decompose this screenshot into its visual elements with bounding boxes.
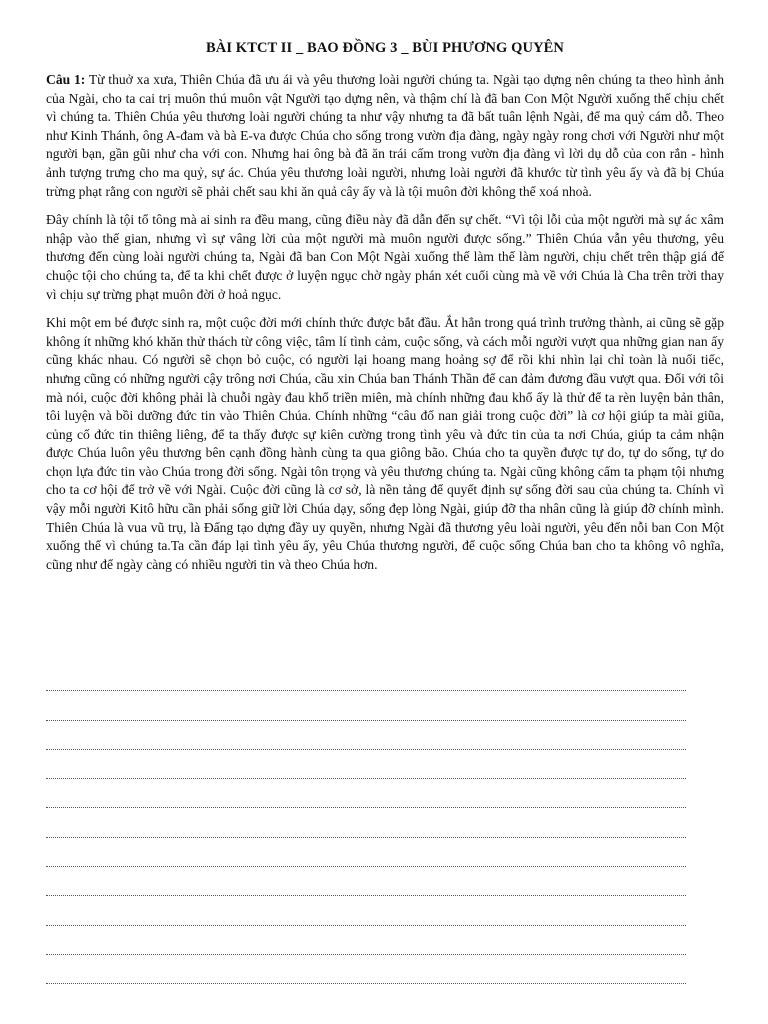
- answer-line: [46, 896, 686, 925]
- answer-line: [46, 867, 686, 896]
- answer-line: [46, 926, 686, 955]
- answer-line: [46, 662, 686, 691]
- paragraph-3: Khi một em bé được sinh ra, một cuộc đời mới chính thức được bắt đầu. Ắt hẳn trong quá trình trưởng thành, ai cũng sẽ gặp không ít những khó khăn thử thách từ công việc, tâm lí tình cảm, cuộc sống, và cách mỗi người vượt qua những gian nan ấy cũng khác nhau. Có người sẽ chọn bỏ cuộc, có người lại hoang mang hoảng sợ để rồi khi nhìn lại chỉ toàn là nuối tiếc, nhưng cũng có những người cậy trông nơi Chúa, cầu xin Chúa ban Thánh Thần để can đảm đương đầu vượt qua. Đối với tôi mà nói, cuộc đời không phải là chuỗi ngày đau khổ triền miên, mà chính những đau khổ ấy là thử để ta rèn luyện bản thân, tôi luyện và bồi dưỡng đức tin vào Thiên Chúa. Chính những “câu đố nan giải trong cuộc đời” là cơ hội giúp ta mài giũa, củng cố đức tin thiêng liêng, để ta thấy được sự kiên cường trong tình yêu và đức tin của ta nơi Chúa, giúp ta cảm nhận được Chúa luôn yêu thương bên cạnh đồng hành cùng ta qua giông bão. Chúa cho ta quyền được tự do, tự do sống, tự do chọn lựa đức tin vào Chúa trong đời sống. Ngài tôn trọng và yêu thương chúng ta. Ngài cũng không cấm ta phạm tội nhưng cho ta cơ hội để trở về với Ngài. Cuộc đời cũng là cơ sở, là nền tảng để quyết định sự sống đời sau của chúng ta. Chính vì vậy mỗi người Kitô hữu cần phải sống giữ lời Chúa dạy, sống đẹp lòng Ngài, giúp đỡ tha nhân cũng là giúp đỡ chính mình. Thiên Chúa là vua vũ trụ, là Đấng tạo dựng đầy uy quyền, nhưng Ngài đã thương yêu loài người, yêu đến nỗi ban Con Một xuống thế vì chúng ta.Ta cần đáp lại tình yêu ấy, yêu Chúa thương người, để cuộc sống Chúa ban cho ta không vô nghĩa, cũng như để ngày càng có nhiều người tin và theo Chúa hơn.: [46, 315, 724, 572]
- answer-line: [46, 721, 686, 750]
- document-page: [46, 40, 724, 584]
- paragraph-2: Đây chính là tội tổ tông mà ai sinh ra đều mang, cũng điều này đã dẫn đến sự chết. “Vì tội lỗi của một người mà sự ác xâm nhập vào thế gian, nhưng vì sự vâng lời của một người mà muôn người được sống.” Thiên Chúa vẫn yêu thương, yêu thương đến cùng loài người chúng ta, Ngài đã ban Con Một Ngài xuống thế làm thế làm người, chịu chết trên thập giá để chuộc tội cho chúng ta, để ta khi chết được ở luyện ngục chờ ngày phán xét cuối cùng mà về với Chúa là Cha trên trời thay vì chịu sự trừng phạt muôn đời ở hoả ngục.: [46, 212, 724, 302]
- question-label: Câu 1:: [46, 72, 86, 87]
- paragraph-1-text: Từ thuở xa xưa, Thiên Chúa đã ưu ái và yêu thương loài người chúng ta. Ngài tạo dựng nên chúng ta theo hình ảnh của Ngài, cho ta cai trị muôn thú muôn vật Người tạo dựng nên, và thậm chí là đã ban Con Một Người xuống thế chịu chết vì chúng ta. Thiên Chúa yêu thương loài người chúng ta như vậy nhưng ta đã bất tuân lệnh Ngài, để ma quỷ cám dỗ. Theo như Kinh Thánh, ông A-đam và bà E-va được Chúa cho sống trong vườn địa đàng, ngày ngày rong chơi với Người như một người bạn, gần gũi như cha với con. Nhưng hai ông bà đã ăn trái cấm trong vườn địa đàng vì lời dụ dỗ của con rắn - hình ảnh tượng trưng cho ma quỷ, sự ác. Chúa yêu thương loài người, nhưng loài người đã khước từ tình yêu ấy và đã bị Chúa trừng phạt rằng con người sẽ phải chết sau khi ăn quả cây ấy và là tội muôn đời không thể xoá nhoà.: [46, 72, 724, 199]
- document-title: BÀI KTCT II _ BAO ĐỒNG 3 _ BÙI PHƯƠNG QUYÊN: [206, 40, 564, 56]
- answer-line: [46, 750, 686, 779]
- answer-line: [46, 838, 686, 867]
- answer-line: [46, 808, 686, 837]
- answer-lines: [46, 662, 686, 984]
- answer-line: [46, 779, 686, 808]
- answer-line: [46, 691, 686, 720]
- answer-line: [46, 955, 686, 984]
- paragraph-1: [46, 71, 724, 201]
